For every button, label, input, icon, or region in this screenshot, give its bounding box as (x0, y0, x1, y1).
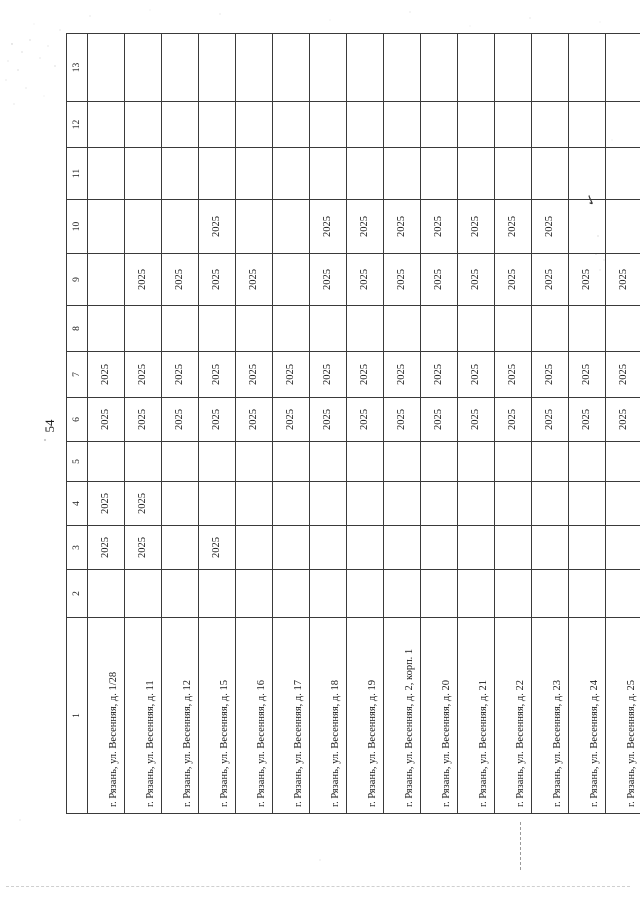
column-header-3: 3 (67, 526, 88, 570)
year-cell-10 (273, 200, 310, 254)
year-cell-6: 2025 (199, 398, 236, 442)
year-cell-7: 2025 (569, 352, 606, 398)
year-cell-8 (458, 306, 495, 352)
address-cell: г. Рязань, ул. Весенняя, д. 12 (162, 618, 199, 814)
year-cell-11 (384, 148, 421, 200)
year-cell-11 (88, 148, 125, 200)
year-cell-5 (273, 442, 310, 482)
year-cell-5 (162, 442, 199, 482)
column-header-2: 2 (67, 570, 88, 618)
year-cell-11 (310, 148, 347, 200)
year-cell-10 (606, 200, 640, 254)
schedule-table (66, 33, 640, 814)
year-cell-6: 2025 (162, 398, 199, 442)
year-cell-7: 2025 (273, 352, 310, 398)
year-cell-8 (495, 306, 532, 352)
year-cell-6: 2025 (273, 398, 310, 442)
year-cell-8 (88, 306, 125, 352)
address-cell: г. Рязань, ул. Весенняя, д. 16 (236, 618, 273, 814)
address-cell: г. Рязань, ул. Весенняя, д. 2, корп. 1 (384, 618, 421, 814)
year-cell-8 (199, 306, 236, 352)
year-cell-11 (125, 148, 162, 200)
year-cell-5 (347, 442, 384, 482)
year-cell-9 (88, 254, 125, 306)
year-cell-13 (162, 34, 199, 102)
year-cell-11 (162, 148, 199, 200)
year-cell-8 (273, 306, 310, 352)
year-cell-4 (162, 482, 199, 526)
table-row (310, 34, 347, 814)
year-cell-13 (347, 34, 384, 102)
year-cell-13 (606, 34, 640, 102)
year-cell-3 (458, 526, 495, 570)
year-cell-2 (88, 570, 125, 618)
header-row (67, 34, 88, 814)
year-cell-3 (495, 526, 532, 570)
year-cell-4 (421, 482, 458, 526)
year-cell-5 (495, 442, 532, 482)
year-cell-6: 2025 (421, 398, 458, 442)
year-cell-4 (606, 482, 640, 526)
year-cell-6: 2025 (384, 398, 421, 442)
column-header-1: 1 (67, 618, 88, 814)
year-cell-3 (236, 526, 273, 570)
year-cell-10 (88, 200, 125, 254)
year-cell-10: 2025 (384, 200, 421, 254)
column-header-13: 13 (67, 34, 88, 102)
year-cell-9: 2025 (421, 254, 458, 306)
year-cell-5 (199, 442, 236, 482)
year-cell-11 (273, 148, 310, 200)
year-cell-3 (162, 526, 199, 570)
year-cell-9: 2025 (347, 254, 384, 306)
year-cell-7: 2025 (606, 352, 640, 398)
pen-mark-icon: ✓ (582, 191, 602, 210)
year-cell-4 (199, 482, 236, 526)
year-cell-12 (421, 102, 458, 148)
year-cell-7: 2025 (88, 352, 125, 398)
table-row (347, 34, 384, 814)
year-cell-13 (384, 34, 421, 102)
year-cell-2 (421, 570, 458, 618)
year-cell-11 (569, 148, 606, 200)
year-cell-3 (384, 526, 421, 570)
year-cell-4 (273, 482, 310, 526)
year-cell-7: 2025 (532, 352, 569, 398)
column-header-8: 8 (67, 306, 88, 352)
scan-edge-line (6, 886, 630, 887)
year-cell-5 (458, 442, 495, 482)
year-cell-13 (421, 34, 458, 102)
year-cell-4 (236, 482, 273, 526)
margin-mark (520, 822, 521, 870)
year-cell-10: 2025 (532, 200, 569, 254)
page-number: 54 (42, 419, 57, 433)
year-cell-8 (606, 306, 640, 352)
address-cell: г. Рязань, ул. Весенняя, д. 25 (606, 618, 640, 814)
address-cell: г. Рязань, ул. Весенняя, д. 24 (569, 618, 606, 814)
year-cell-10: 2025 (421, 200, 458, 254)
year-cell-7: 2025 (199, 352, 236, 398)
year-cell-8 (532, 306, 569, 352)
address-cell: г. Рязань, ул. Весенняя, д. 17 (273, 618, 310, 814)
year-cell-12 (569, 102, 606, 148)
table-row (569, 34, 606, 814)
column-header-10: 10 (67, 200, 88, 254)
year-cell-12 (236, 102, 273, 148)
year-cell-8 (125, 306, 162, 352)
year-cell-3 (532, 526, 569, 570)
year-cell-13 (236, 34, 273, 102)
year-cell-7: 2025 (384, 352, 421, 398)
table-row (199, 34, 236, 814)
year-cell-2 (199, 570, 236, 618)
year-cell-3: 2025 (88, 526, 125, 570)
year-cell-9 (273, 254, 310, 306)
year-cell-9: 2025 (125, 254, 162, 306)
year-cell-12 (495, 102, 532, 148)
year-cell-4 (458, 482, 495, 526)
year-cell-2 (606, 570, 640, 618)
year-cell-3: 2025 (199, 526, 236, 570)
table-row (162, 34, 199, 814)
year-cell-8 (347, 306, 384, 352)
year-cell-7: 2025 (421, 352, 458, 398)
year-cell-5 (532, 442, 569, 482)
address-cell: г. Рязань, ул. Весенняя, д. 18 (310, 618, 347, 814)
table-row (125, 34, 162, 814)
year-cell-2 (347, 570, 384, 618)
year-cell-13 (273, 34, 310, 102)
year-cell-5 (384, 442, 421, 482)
year-cell-9: 2025 (384, 254, 421, 306)
year-cell-11 (532, 148, 569, 200)
column-header-12: 12 (67, 102, 88, 148)
address-cell: г. Рязань, ул. Весенняя, д. 19 (347, 618, 384, 814)
table-row (273, 34, 310, 814)
year-cell-3: 2025 (125, 526, 162, 570)
year-cell-12 (199, 102, 236, 148)
year-cell-8 (384, 306, 421, 352)
year-cell-2 (273, 570, 310, 618)
year-cell-8 (569, 306, 606, 352)
year-cell-3 (310, 526, 347, 570)
year-cell-2 (236, 570, 273, 618)
year-cell-12 (273, 102, 310, 148)
year-cell-4 (384, 482, 421, 526)
year-cell-5 (236, 442, 273, 482)
year-cell-3 (421, 526, 458, 570)
schedule-table-wrapper (66, 34, 637, 814)
year-cell-6: 2025 (458, 398, 495, 442)
year-cell-7: 2025 (125, 352, 162, 398)
year-cell-2 (125, 570, 162, 618)
year-cell-11 (236, 148, 273, 200)
year-cell-12 (384, 102, 421, 148)
year-cell-13 (310, 34, 347, 102)
column-header-4: 4 (67, 482, 88, 526)
year-cell-4 (347, 482, 384, 526)
year-cell-8 (236, 306, 273, 352)
address-cell: г. Рязань, ул. Весенняя, д. 23 (532, 618, 569, 814)
year-cell-12 (347, 102, 384, 148)
year-cell-11 (347, 148, 384, 200)
address-cell: г. Рязань, ул. Весенняя, д. 20 (421, 618, 458, 814)
table-row (458, 34, 495, 814)
year-cell-5 (88, 442, 125, 482)
year-cell-6: 2025 (495, 398, 532, 442)
year-cell-5 (606, 442, 640, 482)
year-cell-10: 2025 (310, 200, 347, 254)
address-cell: г. Рязань, ул. Весенняя, д. 21 (458, 618, 495, 814)
table-row (236, 34, 273, 814)
year-cell-11 (495, 148, 532, 200)
year-cell-8 (421, 306, 458, 352)
year-cell-13 (495, 34, 532, 102)
year-cell-5 (421, 442, 458, 482)
table-row (532, 34, 569, 814)
column-header-9: 9 (67, 254, 88, 306)
address-cell: г. Рязань, ул. Весенняя, д. 22 (495, 618, 532, 814)
year-cell-9: 2025 (162, 254, 199, 306)
year-cell-5 (125, 442, 162, 482)
year-cell-11 (606, 148, 640, 200)
year-cell-11 (458, 148, 495, 200)
table-row (88, 34, 125, 814)
column-header-5: 5 (67, 442, 88, 482)
table-body (88, 34, 640, 814)
year-cell-10 (125, 200, 162, 254)
table-row (606, 34, 640, 814)
table-row (384, 34, 421, 814)
year-cell-4: 2025 (125, 482, 162, 526)
year-cell-12 (125, 102, 162, 148)
year-cell-13 (125, 34, 162, 102)
year-cell-10: 2025 (495, 200, 532, 254)
year-cell-9: 2025 (199, 254, 236, 306)
table-row (495, 34, 532, 814)
year-cell-7: 2025 (162, 352, 199, 398)
year-cell-4 (310, 482, 347, 526)
year-cell-6: 2025 (310, 398, 347, 442)
year-cell-5 (569, 442, 606, 482)
table-header (67, 34, 88, 814)
year-cell-9: 2025 (569, 254, 606, 306)
year-cell-11 (421, 148, 458, 200)
year-cell-12 (310, 102, 347, 148)
year-cell-2 (458, 570, 495, 618)
year-cell-6: 2025 (606, 398, 640, 442)
year-cell-8 (162, 306, 199, 352)
year-cell-10 (162, 200, 199, 254)
year-cell-6: 2025 (88, 398, 125, 442)
year-cell-9: 2025 (236, 254, 273, 306)
year-cell-12 (162, 102, 199, 148)
year-cell-3 (606, 526, 640, 570)
year-cell-2 (310, 570, 347, 618)
year-cell-4 (532, 482, 569, 526)
year-cell-2 (495, 570, 532, 618)
year-cell-2 (569, 570, 606, 618)
year-cell-12 (88, 102, 125, 148)
year-cell-9: 2025 (606, 254, 640, 306)
year-cell-10 (569, 200, 606, 254)
year-cell-13 (532, 34, 569, 102)
column-header-6: 6 (67, 398, 88, 442)
year-cell-9: 2025 (495, 254, 532, 306)
year-cell-9: 2025 (310, 254, 347, 306)
column-header-11: 11 (67, 148, 88, 200)
year-cell-2 (384, 570, 421, 618)
year-cell-10: 2025 (199, 200, 236, 254)
table-row (421, 34, 458, 814)
year-cell-11 (199, 148, 236, 200)
year-cell-13 (569, 34, 606, 102)
year-cell-2 (532, 570, 569, 618)
year-cell-7: 2025 (310, 352, 347, 398)
year-cell-12 (606, 102, 640, 148)
year-cell-7: 2025 (495, 352, 532, 398)
year-cell-7: 2025 (458, 352, 495, 398)
year-cell-6: 2025 (236, 398, 273, 442)
year-cell-3 (347, 526, 384, 570)
year-cell-6: 2025 (347, 398, 384, 442)
year-cell-7: 2025 (347, 352, 384, 398)
address-cell: г. Рязань, ул. Весенняя, д. 1/28 (88, 618, 125, 814)
year-cell-13 (88, 34, 125, 102)
year-cell-3 (569, 526, 606, 570)
year-cell-9: 2025 (458, 254, 495, 306)
year-cell-3 (273, 526, 310, 570)
year-cell-10 (236, 200, 273, 254)
address-cell: г. Рязань, ул. Весенняя, д. 15 (199, 618, 236, 814)
column-header-7: 7 (67, 352, 88, 398)
year-cell-12 (458, 102, 495, 148)
year-cell-6: 2025 (125, 398, 162, 442)
year-cell-4 (569, 482, 606, 526)
year-cell-7: 2025 (236, 352, 273, 398)
year-cell-4: 2025 (88, 482, 125, 526)
year-cell-10: 2025 (458, 200, 495, 254)
year-cell-10: 2025 (347, 200, 384, 254)
year-cell-4 (495, 482, 532, 526)
year-cell-6: 2025 (569, 398, 606, 442)
address-cell: г. Рязань, ул. Весенняя, д. 11 (125, 618, 162, 814)
year-cell-13 (199, 34, 236, 102)
year-cell-8 (310, 306, 347, 352)
year-cell-13 (458, 34, 495, 102)
year-cell-2 (162, 570, 199, 618)
year-cell-9: 2025 (532, 254, 569, 306)
year-cell-5 (310, 442, 347, 482)
year-cell-6: 2025 (532, 398, 569, 442)
year-cell-12 (532, 102, 569, 148)
